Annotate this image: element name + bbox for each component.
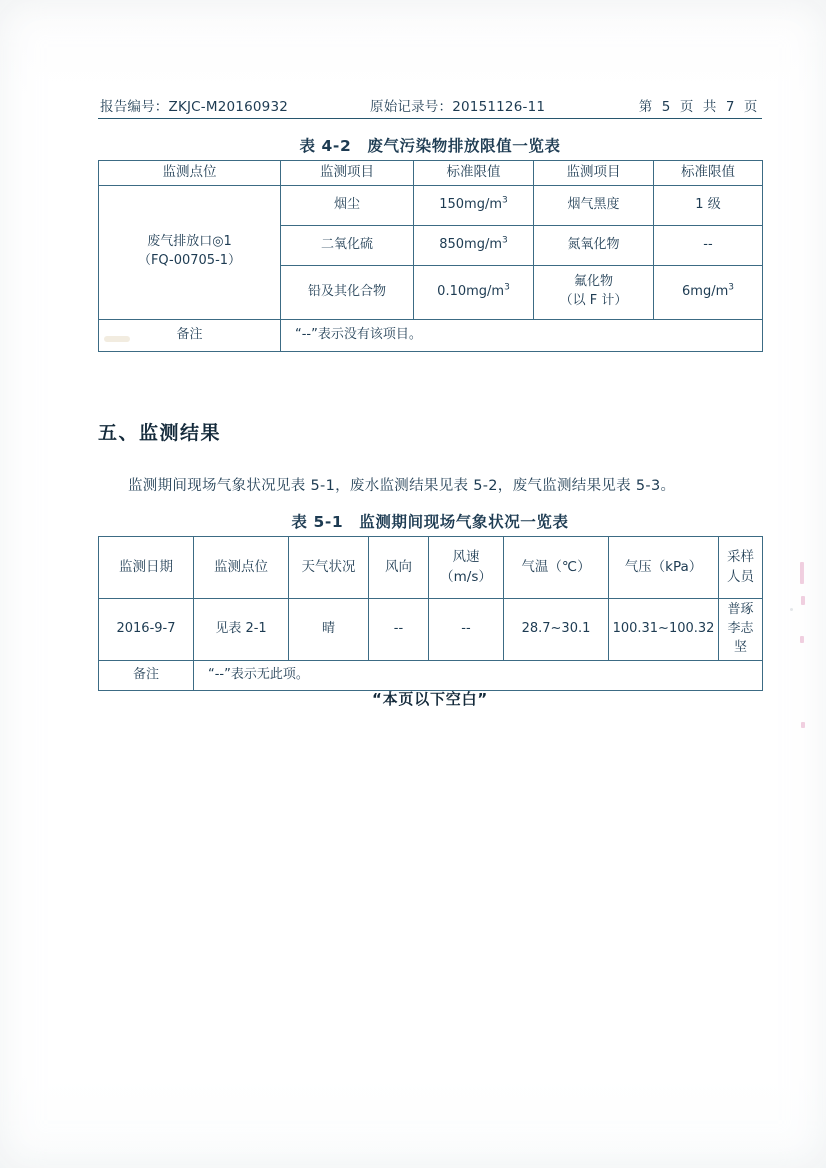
col-header-temperature: 气温（℃） — [504, 537, 609, 599]
scan-artifact-mark — [800, 562, 804, 584]
item-b-3-line2: （以 F 计） — [559, 293, 628, 309]
cell-samplers — [719, 599, 763, 661]
cell-item-b-1: 烟气黑度 — [534, 185, 654, 225]
cell-wind-direction: -- — [369, 599, 429, 661]
cell-date: 2016-9-7 — [99, 599, 194, 661]
cell-item-b-3 — [534, 265, 654, 319]
table-row-header — [99, 161, 763, 186]
col-header-wind-direction: 风向 — [369, 537, 429, 599]
site-name: 废气排放口◎1 — [147, 234, 232, 250]
table-row-note — [99, 319, 763, 351]
note-label-5-1: 备注 — [99, 660, 194, 690]
cell-limit-b-1: 1 级 — [654, 185, 763, 225]
cell-limit-a-1: $150mg/m^3$ — [414, 185, 534, 225]
page-number: 第 5 页 共 7 页 — [638, 99, 760, 115]
col-header-date: 监测日期 — [99, 537, 194, 599]
scan-artifact-mark — [800, 636, 804, 643]
scan-artifact-speck — [104, 336, 130, 342]
cell-wind-speed: -- — [429, 599, 504, 661]
table-row-note — [99, 660, 763, 690]
cell-item-a-2: 二氧化硫 — [281, 225, 414, 265]
page-blank-note: “本页以下空白” — [371, 690, 489, 708]
document-header — [98, 94, 762, 119]
scan-artifact-speck — [790, 608, 793, 611]
table-5-1-title: 监测期间现场气象状况一览表 — [359, 513, 569, 531]
table-5-1-number: 表 5-1 — [291, 513, 344, 531]
col-header-samplers: 采样 人员 — [719, 537, 763, 599]
note-text-4-2: “--”表示没有该项目。 — [281, 319, 763, 351]
table-row — [99, 599, 763, 661]
original-record-number: 原始记录号：20151126-11 — [370, 99, 546, 115]
col-header-limit-b: 标准限值 — [654, 161, 763, 186]
col-header-item-b: 监测项目 — [534, 161, 654, 186]
site-code: （FQ-00705-1） — [137, 253, 242, 269]
col-header-weather: 天气状况 — [289, 537, 369, 599]
cell-item-b-2: 氮氧化物 — [534, 225, 654, 265]
table-4-2-title: 废气污染物排放限值一览表 — [367, 137, 561, 155]
table-5-1-caption — [98, 510, 762, 532]
cell-monitoring-site — [99, 185, 281, 319]
col-header-limit-a: 标准限值 — [414, 161, 534, 186]
cell-pressure: 100.31~100.32 — [609, 599, 719, 661]
table-row-header — [99, 537, 763, 599]
table-4-2-caption — [98, 134, 762, 156]
cell-limit-b-2: -- — [654, 225, 763, 265]
report-number: 报告编号：ZKJC-M20160932 — [100, 99, 289, 115]
col-header-item-a: 监测项目 — [281, 161, 414, 186]
table-4-2-number: 表 4-2 — [299, 137, 352, 155]
col-header-wind-speed: 风速 （m/s） — [429, 537, 504, 599]
note-label-4-2: 备注 — [99, 319, 281, 351]
note-text-5-1: “--”表示无此项。 — [194, 660, 763, 690]
scan-artifact-mark — [801, 722, 805, 728]
cell-limit-a-2: $850mg/m^3$ — [414, 225, 534, 265]
sampler-name-2: 李志坚 — [727, 620, 754, 655]
cell-limit-a-3: $0.10mg/m^3$ — [414, 265, 534, 319]
table-weather-conditions — [98, 536, 763, 691]
item-b-3-line1: 氟化物 — [573, 274, 613, 290]
cell-temperature: 28.7~30.1 — [504, 599, 609, 661]
table-emission-limits — [98, 160, 763, 352]
table-row — [99, 185, 763, 225]
results-intro-paragraph: 监测期间现场气象状况见表 5-1，废水监测结果见表 5-2，废气监测结果见表 5-3。 — [128, 478, 676, 494]
cell-item-a-3: 铅及其化合物 — [281, 265, 414, 319]
section-heading-results: 五、监测结果 — [98, 422, 222, 444]
col-header-site: 监测点位 — [194, 537, 289, 599]
scan-artifact-mark — [801, 596, 805, 605]
cell-limit-b-3: $6mg/m^3$ — [654, 265, 763, 319]
cell-weather: 晴 — [289, 599, 369, 661]
sampler-name-1: 普琢 — [727, 602, 754, 617]
col-header-site: 监测点位 — [99, 161, 281, 186]
cell-site: 见表 2-1 — [194, 599, 289, 661]
cell-item-a-1: 烟尘 — [281, 185, 414, 225]
col-header-pressure: 气压（kPa） — [609, 537, 719, 599]
